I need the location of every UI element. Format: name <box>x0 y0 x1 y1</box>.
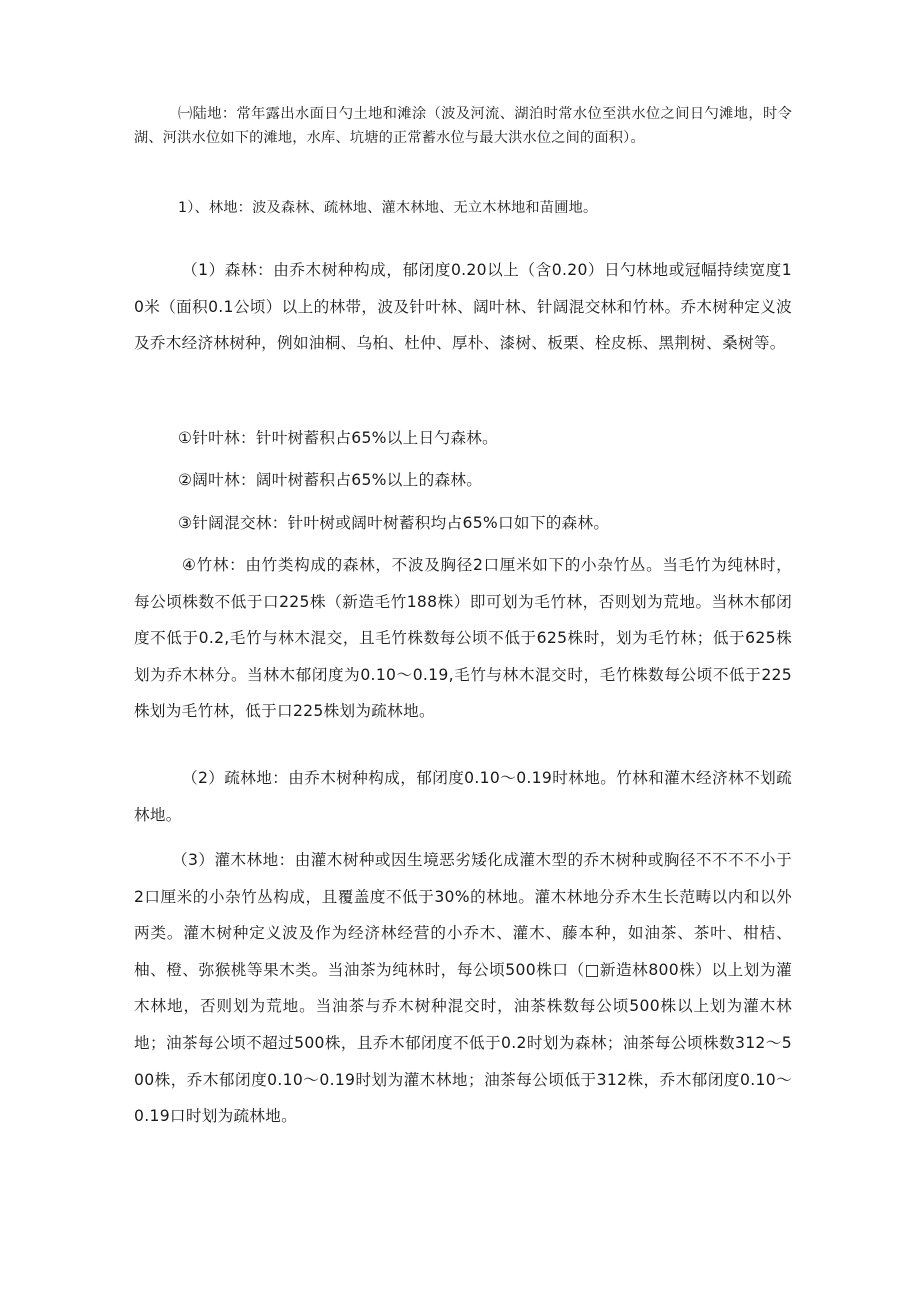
paragraph-coniferous-forest: ①针叶林：针叶树蓄积占65%以上日勺森林。 <box>178 429 499 447</box>
paragraph-sparse-forest-land: （2）疏林地：由乔木树种构成，郁闭度0.10～0.19时林地。竹林和灌木经济林不划疏林地。 <box>134 769 792 824</box>
paragraph-forest-definition: （1）森林：由乔木树种构成，郁闭度0.20以上（含0.20）日勺林地或冠幅持续宽度10米（面积0.1公顷）以上的林带，波及针叶林、阔叶林、针阔混交林和竹林。乔木树种定义波及乔木经济林树种，例如油桐、乌桕、杜仲、厚朴、漆树、板栗、栓皮栎、黑荆树、桑树等。 <box>134 261 792 353</box>
paragraph-shrub-land: （3）灌木林地：由灌木树种或因生境恶劣矮化成灌木型的乔木树种或胸径不不不不小于2口厘米的小杂竹丛构成，且覆盖度不低于30%的林地。灌木林地分乔木生长范畴以内和以外两类。灌木树种定义波及作为经济林经营的小乔木、灌木、藤本种，如油茶、茶叶、柑桔、柚、橙、弥猴桃等果木类。当油茶为纯林时，每公顷500株口（□新造林800株）以上划为灌木林地，否则划为荒地。当油茶与乔木树种混交时，油茶株数每公顷500株以上划为灌木林地；油茶每公顷不超过500株，且乔木郁闭度不低于0.2时划为森林；油茶每公顷株数312～500株，乔木郁闭度0.10～0.19时划为灌木林地；油茶每公顷低于312株，乔木郁闭度0.10～0.19口时划为疏林地。 <box>134 851 792 1126</box>
paragraph-mixed-forest: ③针阔混交林：针叶树或阔叶树蓄积均占65%口如下的森林。 <box>178 514 610 532</box>
paragraph-land-definition: ㈠陆地：常年露出水面日勺土地和滩涂（波及河流、湖泊时常水位至洪水位之间日勺滩地，时令湖、河洪水位如下的滩地，水库、坑塘的正常蓄水位与最大洪水位之间的面积）。 <box>134 106 792 146</box>
paragraph-broadleaf-forest: ②阔叶林：阔叶树蓄积占65%以上的森林。 <box>178 471 483 489</box>
paragraph-bamboo-forest: ④竹林：由竹类构成的森林，不波及胸径2口厘米如下的小杂竹丛。当毛竹为纯林时，每公顷株数不低于口225株（新造毛竹188株）即可划为毛竹林，否则划为荒地。当林木郁闭度不低于0.2,毛竹与林木混交，且毛竹株数每公顷不低于625株时，划为毛竹林；低于625株划为乔木林分。当林木郁闭度为0.10～0.19,毛竹与林木混交时，毛竹株数每公顷不低于225株划为毛竹林，低于口225株划为疏林地。 <box>134 556 792 721</box>
paragraph-forest-land-heading: 1）、林地：波及森林、疏林地、灌木林地、无立木林地和苗圃地。 <box>178 200 598 216</box>
